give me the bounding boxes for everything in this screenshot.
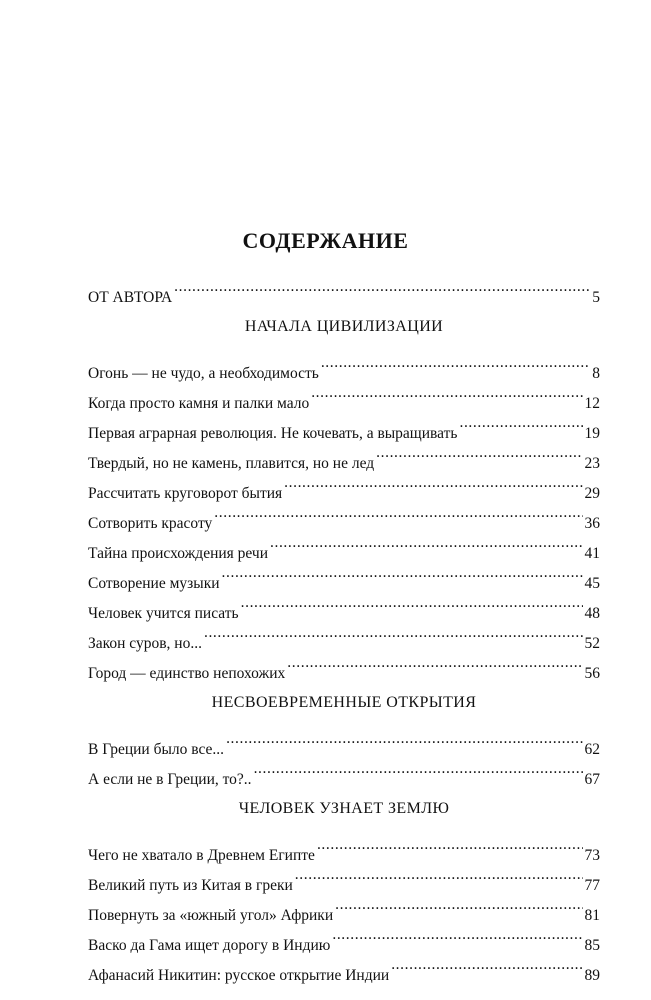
dot-leader — [376, 438, 582, 468]
toc-entry-page: 85 — [584, 937, 600, 954]
toc-entry-page: 52 — [584, 635, 600, 652]
toc-entry-page: 36 — [584, 515, 600, 532]
dot-leader — [459, 408, 582, 438]
dot-leader — [335, 890, 582, 920]
dot-leader — [174, 272, 590, 302]
dot-leader — [332, 920, 582, 950]
toc-entry-page: 62 — [584, 741, 600, 758]
toc-entry-page: 81 — [584, 907, 600, 924]
toc-entry[interactable] — [88, 348, 600, 382]
toc-entry[interactable] — [88, 724, 600, 758]
dot-leader — [241, 588, 583, 618]
toc-entry-page: 8 — [592, 365, 600, 382]
toc-entry-page: 67 — [584, 771, 600, 788]
toc-entry-page: 29 — [584, 485, 600, 502]
toc-entry-label: Сотворить красоту — [88, 515, 213, 532]
toc-entry-label: В Греции было все... — [88, 741, 225, 758]
dot-leader — [391, 950, 582, 980]
toc-entry-label: Огонь — не чудо, а необходимость — [88, 365, 319, 382]
dot-leader — [254, 754, 583, 784]
toc-entry-page: 89 — [584, 967, 600, 984]
dot-leader — [321, 348, 590, 378]
dot-leader — [226, 724, 582, 754]
toc-entry-page: 73 — [584, 847, 600, 864]
dot-leader — [295, 860, 583, 890]
toc-entry-page: 12 — [584, 395, 600, 412]
dot-leader — [311, 378, 582, 408]
toc-entry-label: Рассчитать круговорот бытия — [88, 485, 283, 502]
toc-entry-label: Сотворение музыки — [88, 575, 220, 592]
dot-leader — [270, 528, 583, 558]
toc-entry-label: Когда просто камня и палки мало — [88, 395, 310, 412]
toc-entry-page: 41 — [584, 545, 600, 562]
section-heading: НАЧАЛА ЦИВИЛИЗАЦИИ — [244, 318, 444, 335]
page-title: СОДЕРЖАНИЕ — [242, 228, 409, 253]
toc-entry-label: ОТ АВТОРА — [88, 289, 173, 306]
toc-entry-page: 5 — [592, 289, 600, 306]
toc-entry-page: 48 — [584, 605, 600, 622]
toc-entry-page: 19 — [584, 425, 600, 442]
table-of-contents — [88, 272, 600, 984]
dot-leader — [317, 830, 583, 860]
dot-leader — [214, 498, 582, 528]
toc-entry-label: Чего не хватало в Древнем Египте — [88, 847, 315, 864]
dot-leader — [204, 618, 583, 648]
dot-leader — [222, 558, 583, 588]
toc-entry-page: 56 — [584, 665, 600, 682]
toc-entry-label: Великий путь из Китая в греки — [88, 877, 293, 894]
toc-entry[interactable] — [88, 830, 600, 864]
toc-entry-page: 77 — [584, 877, 600, 894]
section-heading: ЧЕЛОВЕК УЗНАЕТ ЗЕМЛЮ — [238, 800, 450, 817]
toc-entry-label: Твердый, но не камень, плавится, но не лед — [88, 455, 375, 472]
toc-entry-label: Афанасий Никитин: русское открытие Индии — [88, 967, 390, 984]
toc-entry-page: 45 — [584, 575, 600, 592]
dot-leader — [284, 468, 582, 498]
dot-leader — [287, 648, 582, 678]
toc-entry-label: Тайна происхождения речи — [88, 545, 268, 562]
toc-entry-label: Васко да Гама ищет дорогу в Индию — [88, 937, 331, 954]
toc-entry-label: Повернуть за «южный угол» Африки — [88, 907, 334, 924]
toc-entry-page: 23 — [584, 455, 600, 472]
toc-entry-label: Закон суров, но... — [88, 635, 202, 652]
section-heading: НЕСВОЕВРЕМЕННЫЕ ОТКРЫТИЯ — [211, 694, 477, 711]
toc-entry-intro[interactable] — [88, 272, 600, 306]
toc-entry-label: А если не в Греции, то?.. — [88, 771, 252, 788]
toc-entry-label: Человек учится писать — [88, 605, 239, 622]
toc-entry-label: Город — единство непохожих — [88, 665, 286, 682]
toc-entry-label: Первая аграрная революция. Не кочевать, а выращивать — [88, 425, 458, 442]
